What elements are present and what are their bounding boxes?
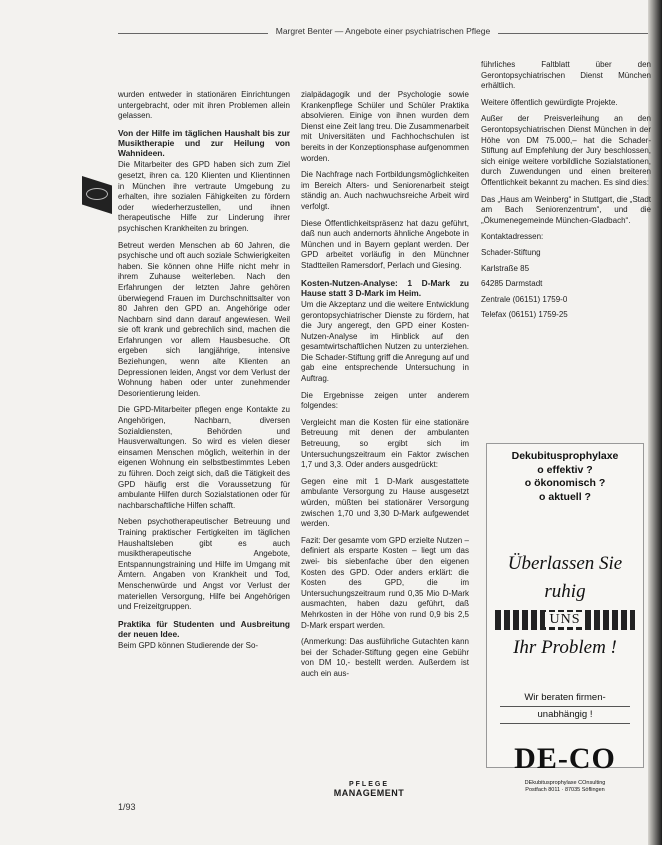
magazine-logo-top: PFLEGE: [348, 781, 389, 788]
running-head: [118, 26, 648, 40]
contact-line: Kontaktadressen:: [481, 232, 544, 242]
paragraph: Die Mitarbeiter des GPD haben sich zum Ziel gesetzt, ihren ca. 120 Klienten und Klientinnen in München ihre vertraute Umgebung zu erhalten, ihre sozialen Fähigkeiten zu fördern oder wiederherzustellen, und ihnen therapeutische Hilfe zur Linderung ihrer psychischen Krankheiten zu bringen.: [118, 160, 290, 233]
contact-line: Telefax (06151) 1759-25: [481, 310, 568, 320]
ad-divider: [500, 706, 630, 707]
paragraph: zialpädagogik und der Psychologie sowie Krankenpflege Schüler und Schüler Praktika absolvieren. Einige von ihnen wurden dem Dienst eine Zeit lang treu. Die Zusammenarbeit mit Universitäten und Fachhochschulen ist bereits in der Konzeptionsphase aufgenommen worden.: [301, 90, 469, 163]
text-column-2: [301, 90, 469, 686]
paragraph: führliches Faltblatt über den Gerontopsychiatrischen Dienst München erhältlich.: [481, 60, 651, 91]
ad-advice-line: unabhängig !: [537, 709, 593, 720]
paragraph: wurden entweder in stationären Einrichtungen untergebracht, oder mit ihren Problemen allein gelassen.: [118, 90, 290, 121]
contact-line: Zentrale (06151) 1759-0: [481, 294, 568, 304]
running-head-text: Margret Benter — Angebote einer psychiatrischen Pflege: [272, 26, 495, 36]
paragraph: Die Nachfrage nach Fortbildungsmöglichkeiten im Bereich Alters- und Seniorenarbeit steigt ständig an. Auch nachwuchsreiche Arbeit wird verfolgt.: [301, 170, 469, 211]
ad-headline-line: o effektiv ?: [537, 463, 593, 476]
deco-logo: DE-CO: [514, 742, 616, 775]
paragraph: Außer der Preisverleihung an den Gerontopsychiatrischen Dienst München in der Höhe von DM 75.000,– hat die Schader-Stiftung auf Empfehlung der Jury beschlossen, sich einige weitere vorbildliche Sozialstationen, durch Zuwendungen und einen breiteren Öffentlichkeit bekannt zu machen. Es sind dies:: [481, 114, 651, 187]
ad-headline-line: o aktuell ?: [539, 490, 591, 503]
text-column-1: [118, 90, 290, 658]
paragraph: Betreut werden Menschen ab 60 Jahren, die psychische und oft auch soziale Schwierigkeiten haben. Sie können ohne Hilfe nicht mehr in ihrem Zuhause weiterleben. Nach den Erfahrungen der letzten Jahre gehören überwiegend Frauen im Durchschnittsalter von 80 Jahren den GPD an. Angehörige oder Nachbarn sind dann darauf angewiesen. Weil sie oft krank und gebrechlich sind, machen die Erfahrungen vor allem Hausbesuche. Oft ergeben sich langjährige, intensive Beziehungen, wenn alte Klienten an Depressionen leiden, Angst vor dem Verlust der Wohnung haben oder unter zunehmender Desorientierung leiden.: [118, 240, 290, 398]
ad-script-line: ruhig: [544, 581, 586, 602]
ad-headline-line: Dekubitusprophylaxe: [511, 450, 619, 462]
contact-line: Schader-Stiftung: [481, 247, 541, 257]
paragraph: Diese Öffentlichkeitspräsenz hat dazu geführt, daß nun auch andernorts ähnliche Angebote in München und in Bayern geplant werden. Der GPD arbeitet vorläufig in den Münchner Stadtteilen Ramersdorf, Perlach und Giesing.: [301, 218, 469, 270]
magazine-logo: [309, 780, 429, 798]
subheading: Von der Hilfe im täglichen Haushalt bis zur Musiktherapie und zur Heilung von Wahnideen.: [118, 127, 290, 159]
advertisement-box: [486, 443, 644, 793]
ad-advice-line: Wir beraten firmen-: [524, 692, 606, 703]
ad-uns-banner: [495, 610, 635, 630]
paragraph: Gegen eine mit 1 D-Mark ausgestattete ambulante Versorgung zu Hause ausgesetzt würden, müßten bei stationärer Versorgung zwischen 1,70 und 3,30 D-Mark aufgewendet werden.: [301, 476, 469, 529]
paragraph: Fazit: Der gesamte vom GPD erzielte Nutzen – definiert als ersparte Kosten – liegt um das zwei- bis siebenfache über den eigenen Kosten des GPD. Oder anders erklärt: die Kosten des GPD, die im Untersuchungszeitraum rund 0,35 Mio D-Mark ausmachten, haben dazu geführt, daß Mehrkosten in der Höhe von rund 0,9 bis 2,5 D-Mark erspart werden.: [301, 535, 469, 630]
paragraph: Vergleicht man die Kosten für eine stationäre Betreuung mit denen der ambulanten Betreuung, so ergibt sich im Untersuchungszeitraum ein Faktor zwischen 1,7 und 3,3. Oder anders ausgedrückt:: [301, 417, 469, 470]
paragraph: Weitere öffentlich gewürdigte Projekte.: [481, 97, 618, 107]
paragraph: Die Ergebnisse zeigen unter anderem folgendes:: [301, 390, 469, 411]
ad-uns-text: UNS: [545, 612, 584, 627]
paragraph: (Anmerkung: Das ausführliche Gutachten kann bei der Schader-Stiftung gegen eine Gebühr von DM 10,- bestellt werden. Außerdem ist auch ein aus-: [301, 637, 469, 678]
paragraph: Die GPD-Mitarbeiter pflegen enge Kontakte zu Angehörigen, Nachbarn, diversen Sozialdiensten, Behörden und Hausverwaltungen. So wird es vielen dieser einsamen Menschen möglich, weiterhin in der eigenen Wohnung ein selbstbestimmtes Leben zu führen. Doch zeigt sich, daß die Tätigkeit des GPD häufig erst die Voraussetzung für ambulante Hilfen durch Sozialstationen oder für nachbarschaftliche Hilfen schafft.: [118, 405, 290, 510]
paragraph: Neben psychotherapeutischer Betreuung und Training praktischer Fertigkeiten im täglichen Haushaltsleben gibt es auch musiktherapeutische Angebote, Entspannungstraining und Hilfe im Umgang mit Ämtern. Angaben von Krankheit und Tod, Menschenwürde und Angst vor Verlust der materiellen Versorgung, Hilfe bei Angehörigen und Freizeitgruppen.: [118, 517, 290, 612]
magazine-logo-bottom: MANAGEMENT: [333, 788, 405, 798]
ad-footer-line: DEkubitusprophylaxe COnsulting: [524, 780, 606, 786]
ad-script-line: Überlassen Sie: [507, 553, 623, 574]
paragraph: Das „Haus am Weinberg“ in Stuttgart, die „Stadt am Bach Seniorenzentrum“, und die „Ökumenegemeinde München-Gladbach“.: [481, 194, 651, 225]
contact-line: 64285 Darmstadt: [481, 279, 543, 289]
ad-headline: [487, 450, 643, 504]
ad-headline-line: o ökonomisch ?: [524, 477, 606, 489]
paragraph: Um die Akzeptanz und die weitere Entwicklung gerontopsychiatrischer Dienste zu fördern, hat die Jury angeregt, den GPD einer Kosten-Nutzen-Analyse im Hinblick auf den gesamtwirtschaftlichen Nutzen zu unterziehen. Die Schader-Stiftung griff die Anregung auf und gab eine entsprechende Untersuchung in Auftrag.: [301, 299, 469, 384]
ad-divider: [500, 723, 630, 724]
subheading: Praktika für Studenten und Ausbreitung der neuen Idee.: [118, 618, 290, 639]
ad-footer-line: Postfach 8011 · 87035 Söflingen: [525, 787, 605, 793]
page-number: 1/93: [118, 802, 136, 812]
ad-footer: [487, 780, 643, 794]
contact-line: Karlstraße 85: [481, 263, 530, 273]
contact-list: [481, 232, 651, 321]
ad-script-line: Ihr Problem !: [513, 637, 617, 658]
paragraph: Beim GPD können Studierende der So-: [118, 641, 259, 651]
section-marker-icon: [82, 176, 112, 214]
subheading: Kosten-Nutzen-Analyse: 1 D-Mark zu Hause statt 3 D-Mark im Heim.: [301, 277, 469, 298]
text-column-3: [481, 60, 651, 326]
ad-advice: [487, 692, 643, 724]
